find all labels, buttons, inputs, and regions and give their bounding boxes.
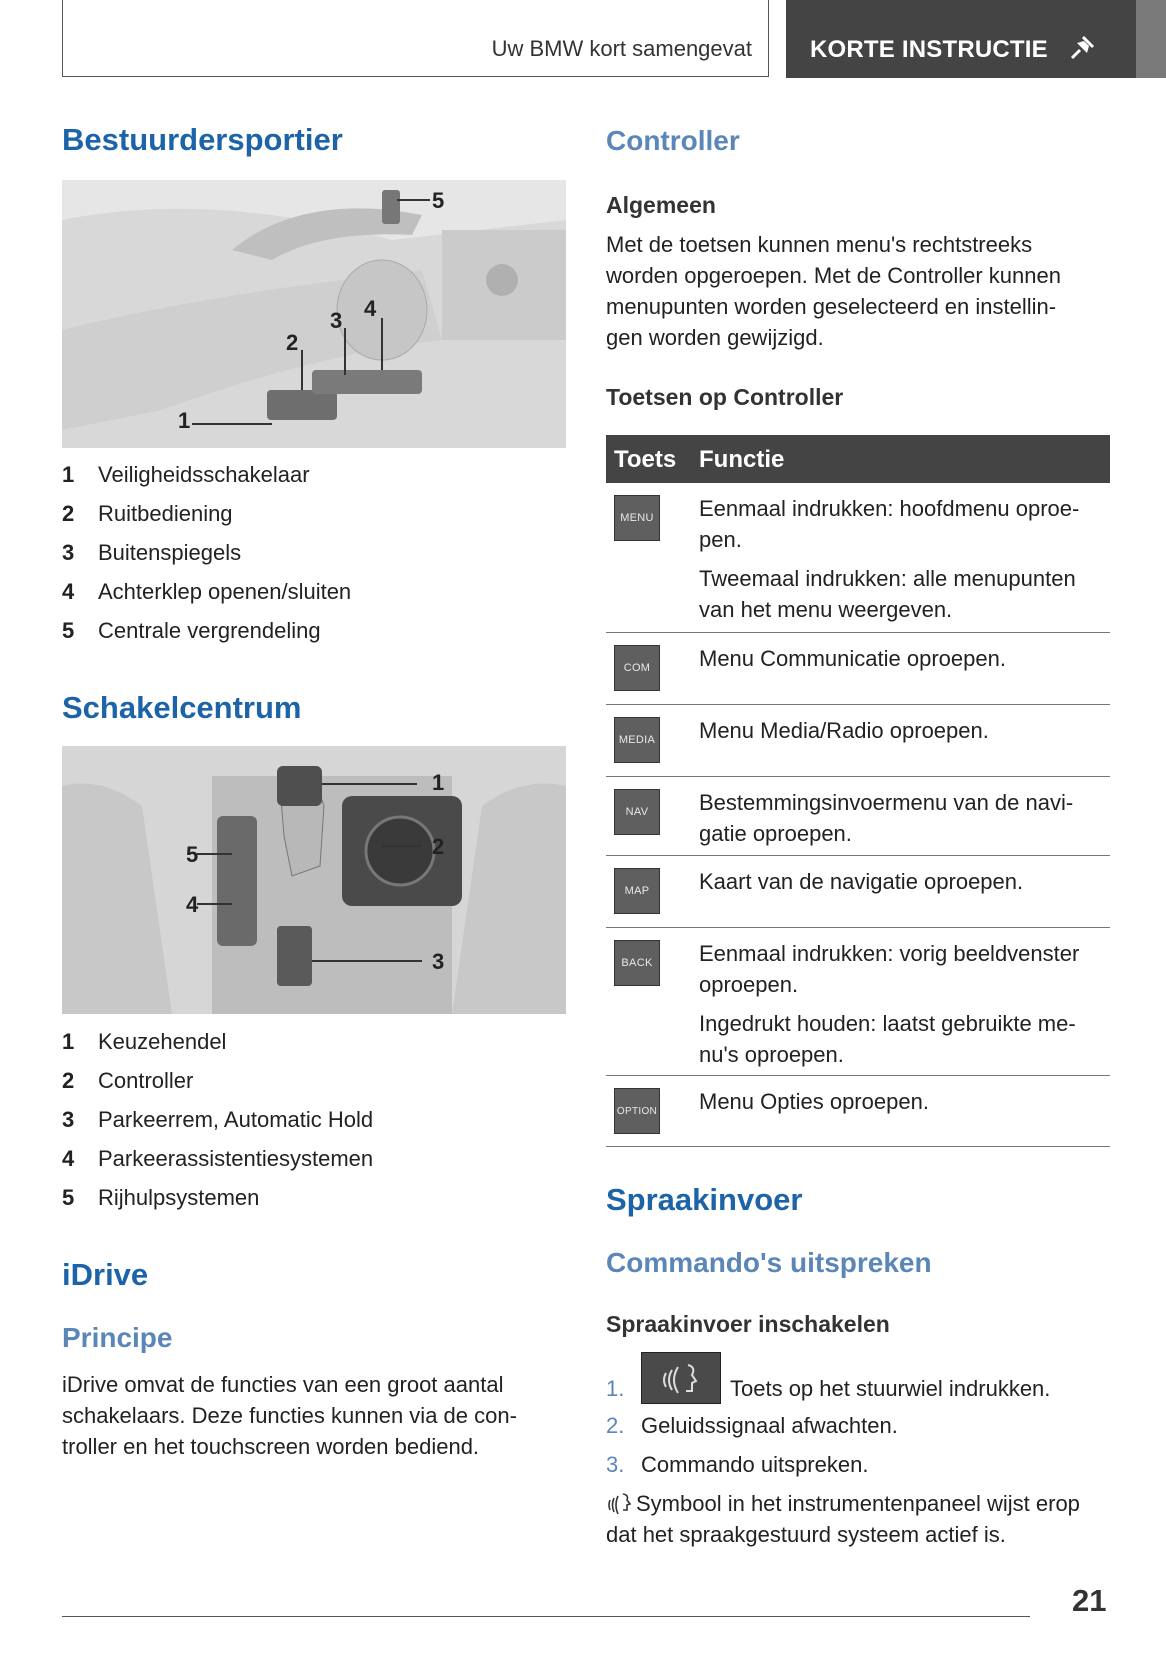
voice-button-icon xyxy=(641,1352,721,1404)
door-section-title: Bestuurdersportier xyxy=(62,122,343,157)
header-frame xyxy=(62,0,769,77)
door-callout: 3 xyxy=(330,308,343,333)
function-text: Menu Communicatie oproepen. xyxy=(699,646,1006,671)
step-item: 1. Toets op het stuurwiel indrukken. xyxy=(606,1352,1110,1404)
console-section-title: Schakelcentrum xyxy=(62,690,302,725)
legend-item: 5 Rijhulpsystemen xyxy=(62,1185,260,1210)
function-text: Menu Opties oproepen. xyxy=(699,1089,929,1114)
legend-item: 4 Parkeerassistentiesystemen xyxy=(62,1146,374,1171)
table-row xyxy=(606,483,1110,633)
door-legend xyxy=(62,462,542,652)
media-key-icon: MEDIA xyxy=(614,717,660,763)
table-row xyxy=(606,777,1110,856)
table-row xyxy=(606,928,1110,1076)
keys-heading: Toetsen op Controller xyxy=(606,384,844,410)
voice-heading: Spraakinvoer inschakelen xyxy=(606,1311,890,1337)
voice-section-title: Spraakinvoer xyxy=(606,1182,803,1217)
console-callout: 1 xyxy=(432,770,445,795)
voice-steps xyxy=(606,1352,1110,1492)
com-key-icon: COM xyxy=(614,645,660,691)
legend-item: 1 Veiligheidsschakelaar xyxy=(62,462,310,487)
page-number: 21 xyxy=(1072,1583,1107,1618)
console-photo xyxy=(62,746,566,1014)
legend-item: 2 Controller xyxy=(62,1068,194,1093)
function-text: Kaart van de navigatie oproepen. xyxy=(699,869,1024,894)
door-photo xyxy=(62,180,566,448)
door-callout: 1 xyxy=(178,408,191,433)
voice-note: Symbool in het instrumentenpaneel wijst erop dat het spraakgestuurd systeem actief is. xyxy=(606,1491,1080,1547)
door-callout: 4 xyxy=(364,296,377,321)
function-text: Eenmaal indrukken: vorig beeldvenster oproepen. Ingedrukt houden: laatst gebruikte me- nu's oproepen. xyxy=(699,941,1080,1067)
back-key-icon: BACK xyxy=(614,940,660,986)
pin-icon xyxy=(1068,34,1096,62)
table-row xyxy=(606,633,1110,705)
general-paragraph: Met de toetsen kunnen menu's rechtstreeks worden opgeroepen. Met de Controller kunnen menupunten worden geselecteerd en instellin- gen worden gewijzigd. xyxy=(606,232,1061,350)
nav-key-icon: NAV xyxy=(614,789,660,835)
table-row xyxy=(606,856,1110,928)
idrive-subtitle: Principe xyxy=(62,1322,173,1353)
function-text: Eenmaal indrukken: hoofdmenu oproe- pen. Tweemaal indrukken: alle menupunten van het menu weergeven. xyxy=(699,496,1080,622)
voice-symbol-icon xyxy=(606,1490,636,1514)
console-callout: 2 xyxy=(432,834,445,859)
door-callout: 5 xyxy=(432,188,445,213)
header-subtitle: Uw BMW kort samengevat xyxy=(491,36,752,61)
door-illustration xyxy=(62,180,566,448)
idrive-section-title: iDrive xyxy=(62,1257,149,1292)
console-callout: 4 xyxy=(186,892,199,917)
step-item: 2. Geluidssignaal afwachten. xyxy=(606,1413,898,1438)
menu-key-icon: MENU xyxy=(614,495,660,541)
general-heading: Algemeen xyxy=(606,192,716,218)
legend-item: 2 Ruitbediening xyxy=(62,501,233,526)
idrive-paragraph: iDrive omvat de functies van een groot aantal schakelaars. Deze functies kunnen via de con- troller en het touchscreen worden bediend. xyxy=(62,1372,517,1459)
legend-item: 4 Achterklep openen/sluiten xyxy=(62,579,352,604)
console-legend xyxy=(62,1029,542,1219)
header-tab-strip xyxy=(1136,0,1166,78)
legend-item: 3 Buitenspiegels xyxy=(62,540,242,565)
table-row xyxy=(606,1076,1110,1147)
console-callout: 3 xyxy=(432,949,445,974)
step-item: 3. Commando uitspreken. xyxy=(606,1452,869,1477)
voice-subtitle: Commando's uitspreken xyxy=(606,1247,932,1278)
legend-item: 3 Parkeerrem, Automatic Hold xyxy=(62,1107,374,1132)
footer-rule xyxy=(62,1616,1030,1617)
console-callout: 5 xyxy=(186,842,199,867)
legend-item: 5 Centrale vergrendeling xyxy=(62,618,321,643)
column-header-function: Functie xyxy=(699,446,785,473)
option-key-icon: OPTION xyxy=(614,1088,660,1134)
header-tab-label: KORTE INSTRUCTIE xyxy=(810,36,1048,63)
door-callout: 2 xyxy=(286,330,299,355)
controller-section-title: Controller xyxy=(606,125,740,156)
header-tab xyxy=(786,0,1136,78)
function-text: Bestemmingsinvoermenu van de navi- gatie oproepen. xyxy=(699,790,1074,846)
table-row xyxy=(606,705,1110,777)
map-key-icon: MAP xyxy=(614,868,660,914)
console-illustration xyxy=(62,746,566,1014)
table-header xyxy=(606,435,1110,483)
column-header-key: Toets xyxy=(614,446,677,473)
legend-item: 1 Keuzehendel xyxy=(62,1029,227,1054)
function-text: Menu Media/Radio oproepen. xyxy=(699,718,989,743)
